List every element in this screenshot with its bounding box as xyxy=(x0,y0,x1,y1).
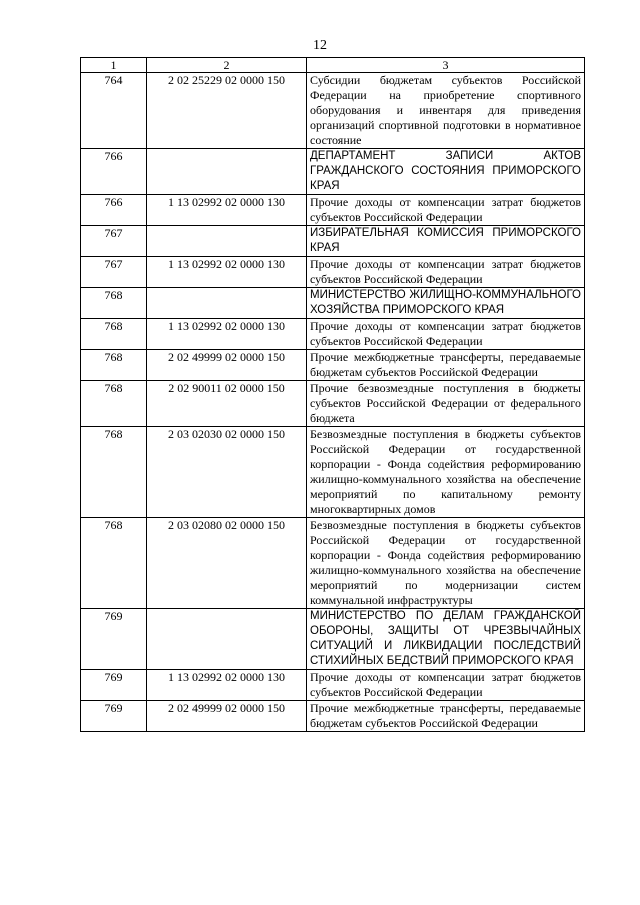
budget-code-cell: 1 13 02992 02 0000 130 xyxy=(147,319,307,350)
revenue-description-cell: Прочие безвозмездные поступления в бюджеты субъектов Российской Федерации от федерального бюджета xyxy=(307,381,585,427)
admin-code-cell: 768 xyxy=(81,381,147,427)
admin-code-cell: 764 xyxy=(81,73,147,149)
budget-code-cell xyxy=(147,288,307,319)
admin-code-cell: 766 xyxy=(81,195,147,226)
column-header-1: 1 xyxy=(81,58,147,73)
admin-code-cell: 769 xyxy=(81,609,147,670)
revenue-description-cell: Безвозмездные поступления в бюджеты субъектов Российской Федерации от государственной корпорации - Фонда содействия реформированию жилищно-коммунального хозяйства на обеспечение мероприятий по модернизации систем коммунальной инфраструктуры xyxy=(307,518,585,609)
revenue-description-cell: Прочие доходы от компенсации затрат бюджетов субъектов Российской Федерации xyxy=(307,257,585,288)
admin-code-cell: 768 xyxy=(81,319,147,350)
admin-code-cell: 769 xyxy=(81,701,147,732)
budget-code-cell xyxy=(147,149,307,195)
administrator-name-cell: МИНИСТЕРСТВО ПО ДЕЛАМ ГРАЖДАНСКОЙ ОБОРОНЫ, ЗАЩИТЫ ОТ ЧРЕЗВЫЧАЙНЫХ СИТУАЦИЙ И ЛИКВИДАЦИИ ПОСЛЕДСТВИЙ СТИХИЙНЫХ БЕДСТВИЙ ПРИМОРСКОГО КРАЯ xyxy=(307,609,585,670)
administrator-name-cell: МИНИСТЕРСТВО ЖИЛИЩНО-КОММУНАЛЬНОГО ХОЗЯЙСТВА ПРИМОРСКОГО КРАЯ xyxy=(307,288,585,319)
revenue-description-cell: Прочие доходы от компенсации затрат бюджетов субъектов Российской Федерации xyxy=(307,670,585,701)
header-row xyxy=(81,58,585,73)
admin-code-cell: 768 xyxy=(81,288,147,319)
table-row xyxy=(81,350,585,381)
budget-code-cell xyxy=(147,609,307,670)
table-row xyxy=(81,670,585,701)
table-body xyxy=(81,73,585,732)
administrator-name-cell: ДЕПАРТАМЕНТ ЗАПИСИ АКТОВ ГРАЖДАНСКОГО СОСТОЯНИЯ ПРИМОРСКОГО КРАЯ xyxy=(307,149,585,195)
column-header-2: 2 xyxy=(147,58,307,73)
table-row xyxy=(81,319,585,350)
budget-code-cell xyxy=(147,226,307,257)
table-row xyxy=(81,226,585,257)
table-row xyxy=(81,427,585,518)
budget-code-cell: 2 02 90011 02 0000 150 xyxy=(147,381,307,427)
admin-code-cell: 769 xyxy=(81,670,147,701)
table-row xyxy=(81,149,585,195)
admin-code-cell: 768 xyxy=(81,518,147,609)
budget-code-cell: 1 13 02992 02 0000 130 xyxy=(147,195,307,226)
revenue-description-cell: Прочие доходы от компенсации затрат бюджетов субъектов Российской Федерации xyxy=(307,319,585,350)
table-header xyxy=(81,58,585,73)
admin-code-cell: 767 xyxy=(81,257,147,288)
admin-code-cell: 767 xyxy=(81,226,147,257)
revenue-description-cell: Прочие межбюджетные трансферты, передаваемые бюджетам субъектов Российской Федерации xyxy=(307,350,585,381)
budget-code-cell: 1 13 02992 02 0000 130 xyxy=(147,670,307,701)
column-header-3: 3 xyxy=(307,58,585,73)
revenue-description-cell: Прочие доходы от компенсации затрат бюджетов субъектов Российской Федерации xyxy=(307,195,585,226)
admin-code-cell: 768 xyxy=(81,427,147,518)
budget-code-cell: 2 02 49999 02 0000 150 xyxy=(147,350,307,381)
table-row xyxy=(81,701,585,732)
budget-code-cell: 1 13 02992 02 0000 130 xyxy=(147,257,307,288)
page-number: 12 xyxy=(313,38,327,53)
budget-code-cell: 2 03 02080 02 0000 150 xyxy=(147,518,307,609)
admin-code-cell: 766 xyxy=(81,149,147,195)
table-row xyxy=(81,257,585,288)
revenue-description-cell: Субсидии бюджетам субъектов Российской Федерации на приобретение спортивного оборудования и инвентаря для приведения организаций спортивной подготовки в нормативное состояние xyxy=(307,73,585,149)
table-row xyxy=(81,381,585,427)
revenue-description-cell: Безвозмездные поступления в бюджеты субъектов Российской Федерации от государственной корпорации - Фонда содействия реформированию жилищно-коммунального хозяйства на обеспечение мероприятий по капитальному ремонту многоквартирных домов xyxy=(307,427,585,518)
admin-code-cell: 768 xyxy=(81,350,147,381)
budget-code-cell: 2 02 25229 02 0000 150 xyxy=(147,73,307,149)
table-row xyxy=(81,288,585,319)
table-row xyxy=(81,609,585,670)
administrator-name-cell: ИЗБИРАТЕЛЬНАЯ КОМИССИЯ ПРИМОРСКОГО КРАЯ xyxy=(307,226,585,257)
table-row xyxy=(81,518,585,609)
budget-classification-table xyxy=(80,57,585,732)
revenue-description-cell: Прочие межбюджетные трансферты, передаваемые бюджетам субъектов Российской Федерации xyxy=(307,701,585,732)
table-row xyxy=(81,195,585,226)
budget-code-cell: 2 03 02030 02 0000 150 xyxy=(147,427,307,518)
budget-code-cell: 2 02 49999 02 0000 150 xyxy=(147,701,307,732)
table-row xyxy=(81,73,585,149)
